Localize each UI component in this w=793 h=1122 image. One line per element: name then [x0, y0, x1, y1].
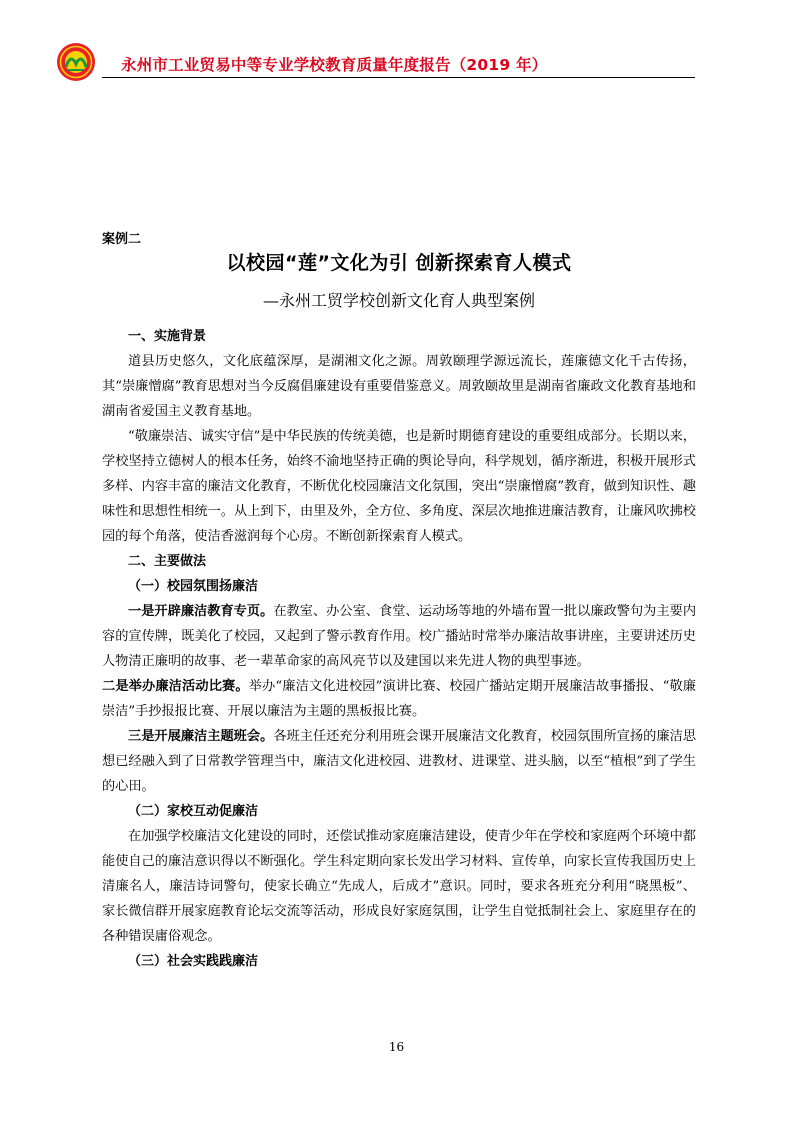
section-heading-background: 一、实施背景 — [128, 329, 207, 344]
school-emblem-icon — [56, 42, 96, 82]
subsection-heading-social-practice: （三）社会实践践廉洁 — [128, 954, 259, 969]
article-subtitle: —永州工贸学校创新文化育人典型案例 — [262, 291, 535, 310]
header-rule — [102, 77, 695, 78]
subsection-heading-home-school: （二）家校互动促廉洁 — [128, 804, 259, 819]
section-heading-practices: 二、主要做法 — [128, 554, 207, 569]
paragraph: 在加强学校廉洁文化建设的同时，还偿试推动家庭廉洁建设，使青少年在学校和家庭两个环境中都能使自己的廉洁意识得以不断强化。学生科定期向家长发出学习材料、宣传单，向家长宣传我国历史上清廉名人，廉洁诗词警句，使家长确立“先成人，后成才”意识。同时，要求各班充分利用“晓黑板”、家长微信群开展家庭教育论坛交流等活动，形成良好家庭氛围，让学生自觉抵制社会上、家庭里存在的各种错误庸俗观念。 — [102, 829, 696, 944]
paragraph-lead: 二是举办廉洁活动比赛。 — [102, 679, 249, 694]
paragraph — [102, 724, 696, 799]
paragraph: “敬廉崇洁、诚实守信”是中华民族的传统美德，也是新时期德育建设的重要组成部分。长期以来，学校坚持立德树人的根本任务，始终不渝地坚持正确的舆论导向，科学规划，循序渐进，积极开展形式多样、内容丰富的廉洁文化教育，不断优化校园廉洁文化氛围，突出“崇廉憎腐”教育，做到知识性、趣味性和思想性相统一。从上到下，由里及外，全方位、多角度、深层次地推进廉洁教育，让廉风吹拂校园的每个角落，使洁香滋润每个心房。不断创新探索育人模式。 — [102, 429, 696, 544]
paragraph-text: 在教室、办公室、食堂、运动场等地的外墙布置一批以廉政警句为主要内容的宣传牌，既美化了校园，又起到了警示教育作用。校广播站时常举办廉洁故事讲座，主要讲述历史人物清正廉明的故事、老一辈革命家的高风亮节以及建国以来先进人物的典型事迹。 — [102, 604, 697, 669]
paragraph-text: 举办“廉洁文化进校园”演讲比赛、校园广播站定期开展廉洁故事播报、“敬廉崇洁”手抄报报比赛、开展以廉洁为主题的黑板报比赛。 — [102, 679, 696, 719]
paragraph — [102, 674, 696, 724]
case-label: 案例二 — [102, 232, 142, 247]
header-title: 永州市工业贸易中等专业学校教育质量年度报告（2019 年） — [121, 56, 548, 74]
paragraph-lead: 一是开辟廉洁教育专页。 — [128, 604, 274, 619]
page-header — [50, 40, 695, 82]
subsection-heading-campus: （一）校园氛围扬廉洁 — [128, 579, 259, 594]
paragraph — [102, 599, 696, 674]
paragraph-text: 各班主任还充分利用班会课开展廉洁文化教育，校园氛围所宣扬的廉洁思想已经融入到了日常教学管理当中，廉洁文化进校园、进教材、进课堂、进头脑，以至“植根”到了学生的心田。 — [102, 729, 697, 794]
paragraph: 道县历史悠久，文化底蕴深厚，是湖湘文化之源。周敦颐理学源远流长，莲廉德文化千古传扬，其“崇廉憎腐”教育思想对当今反腐倡廉建设有重要借鉴意义。周敦颐故里是湖南省廉政文化教育基地和湖南省爱国主义教育基地。 — [102, 354, 696, 419]
page-number: 16 — [388, 1040, 405, 1054]
article-title: 以校园“莲”文化为引 创新探索育人模式 — [226, 252, 572, 274]
article-body — [102, 324, 696, 974]
paragraph-lead: 三是开展廉洁主题班会。 — [128, 729, 274, 744]
